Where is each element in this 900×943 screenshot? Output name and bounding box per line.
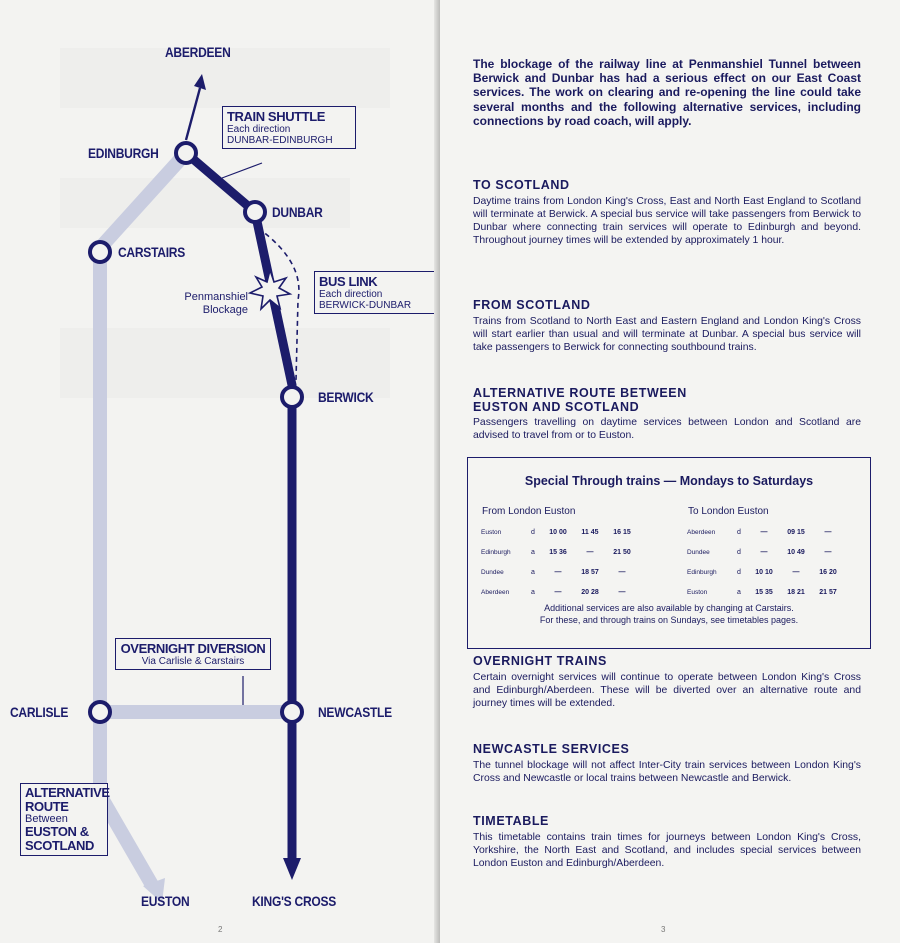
- label-newcastle: NEWCASTLE: [318, 704, 392, 720]
- newcastle-heading: NEWCASTLE SERVICES: [473, 742, 630, 756]
- bus-link-line2: BERWICK-DUNBAR: [319, 300, 412, 311]
- table-row: [478, 542, 638, 562]
- train-shuttle-title: TRAIN SHUTTLE: [227, 109, 326, 124]
- from-euston-table: [478, 522, 638, 602]
- intro-paragraph: The blockage of the railway line at Penmanshiel Tunnel between Berwick and Dunbar has had a serious effect on our East Coast services. The work on clearing and re-opening the line could take several months and the following alternative services, including connections by road coach, will apply.: [473, 57, 861, 128]
- label-carlisle: CARLISLE: [10, 704, 69, 720]
- intro-block: [473, 57, 861, 128]
- table-row: [684, 522, 844, 542]
- special-trains-box: [467, 457, 871, 649]
- overnight-section: [473, 654, 861, 710]
- alt-route-body: Passengers travelling on daytime services between London and Scotland are advised to travel from or to Euston.: [473, 417, 861, 441]
- table-row: [684, 582, 844, 602]
- station-carlisle: [90, 702, 110, 722]
- train-shuttle-line2: DUNBAR-EDINBURGH: [227, 135, 333, 146]
- alt-route-section: [473, 386, 861, 442]
- timetable-section: [473, 814, 861, 870]
- label-edinburgh: EDINBURGH: [88, 145, 159, 161]
- to-euston-table: [684, 522, 844, 602]
- time-cell: —: [586, 548, 594, 556]
- time-cell: 10 49: [787, 548, 805, 556]
- alt-route-heading-2: EUSTON AND SCOTLAND: [473, 400, 640, 414]
- special-trains-title: Special Through trains — Mondays to Saturdays: [524, 474, 814, 488]
- time-cell: —: [760, 528, 768, 536]
- arr-dep-cell: a: [531, 548, 535, 556]
- time-cell: 10 10: [755, 568, 773, 576]
- station-cell: Dundee: [481, 568, 504, 576]
- station-cell: Euston: [481, 528, 502, 536]
- arr-dep-cell: a: [531, 568, 535, 576]
- to-euston-heading: To London Euston: [688, 506, 769, 517]
- alternative-route-box: [20, 783, 108, 856]
- penmanshiel-line2: Blockage: [202, 304, 248, 316]
- label-aberdeen: ABERDEEN: [165, 44, 231, 60]
- newcastle-body: The tunnel blockage will not affect Inter-City train services between London King's Cross and Newcastle or local trains between Newcastle and Berwick.: [473, 760, 861, 784]
- arr-dep-cell: a: [531, 588, 535, 596]
- time-cell: 18 57: [581, 568, 599, 576]
- alternative-line3: Between: [25, 813, 68, 825]
- time-cell: 21 50: [613, 548, 631, 556]
- label-berwick: BERWICK: [318, 389, 374, 405]
- station-cell: Aberdeen: [481, 588, 510, 596]
- station-carstairs: [90, 242, 110, 262]
- table-row: [684, 562, 844, 582]
- timetable-heading: TIMETABLE: [473, 814, 549, 828]
- table-row: [684, 542, 844, 562]
- table-row: [478, 522, 638, 542]
- aberdeen-line: [186, 88, 200, 140]
- arr-dep-cell: a: [737, 588, 741, 596]
- overnight-diversion-line1: Via Carlisle & Carstairs: [141, 656, 245, 667]
- timetable-body: This timetable contains train times for journeys between London King's Cross, Yorkshire, the North East and Scotland, and includes special services between London Euston and Edinburgh/Aberdeen.: [473, 832, 861, 869]
- time-cell: 15 36: [549, 548, 567, 556]
- station-dunbar: [245, 202, 265, 222]
- alternative-line2: ROUTE: [25, 799, 69, 814]
- station-cell: Euston: [687, 588, 708, 596]
- time-cell: 11 45: [581, 528, 599, 536]
- newcastle-section: [473, 742, 861, 785]
- to-scotland-heading: TO SCOTLAND: [473, 178, 570, 192]
- left-page: [0, 0, 440, 943]
- bus-link-line1: Each direction: [319, 289, 383, 300]
- time-cell: 18 21: [787, 588, 805, 596]
- penmanshiel-line1: Penmanshiel: [184, 291, 248, 303]
- time-cell: —: [824, 548, 832, 556]
- station-cell: Aberdeen: [687, 528, 716, 536]
- arr-dep-cell: d: [737, 548, 741, 556]
- alt-route-heading-1: ALTERNATIVE ROUTE BETWEEN: [473, 386, 687, 400]
- right-page: [440, 0, 900, 943]
- arr-dep-cell: d: [531, 528, 535, 536]
- from-euston-heading: From London Euston: [482, 506, 576, 517]
- aberdeen-arrowhead: [194, 74, 206, 90]
- time-cell: 10 00: [549, 528, 567, 536]
- alternative-line1: ALTERNATIVE: [25, 785, 110, 800]
- overnight-body: Certain overnight services will continue to operate between London King's Cross and Edinburgh/Aberdeen. These will be diverted over an alternative route and journey times will be extended.: [473, 672, 861, 709]
- station-cell: Edinburgh: [687, 568, 717, 576]
- bus-link-box: [314, 271, 438, 314]
- station-berwick: [282, 387, 302, 407]
- alternative-line4: EUSTON &: [25, 824, 89, 839]
- time-cell: —: [618, 588, 626, 596]
- time-cell: —: [824, 528, 832, 536]
- time-cell: —: [618, 568, 626, 576]
- time-cell: 09 15: [787, 528, 805, 536]
- special-trains-note: [468, 602, 870, 626]
- label-penmanshiel: [178, 291, 248, 317]
- label-carstairs: CARSTAIRS: [118, 244, 186, 260]
- overnight-diversion-box: [115, 638, 271, 670]
- to-scotland-section: [473, 178, 861, 247]
- time-cell: —: [760, 548, 768, 556]
- note-line-2: For these, and through trains on Sundays, see timetables pages.: [539, 615, 799, 625]
- page-number-right: 3: [661, 925, 666, 934]
- shuttle-leader: [222, 163, 262, 178]
- label-euston: EUSTON: [141, 893, 190, 909]
- station-cell: Edinburgh: [481, 548, 511, 556]
- time-cell: —: [554, 568, 562, 576]
- overnight-diversion-title: OVERNIGHT DIVERSION: [120, 641, 266, 656]
- time-cell: 20 28: [581, 588, 599, 596]
- from-scotland-body: Trains from Scotland to North East and Eastern England and London King's Cross will start earlier than usual and will terminate at Dunbar. A special bus service will take passengers to Berwick for connecting southbound trains.: [473, 316, 861, 353]
- arr-dep-cell: d: [737, 528, 741, 536]
- kings-cross-arrowhead: [283, 858, 301, 880]
- to-scotland-body: Daytime trains from London King's Cross, East and North East England to Scotland will terminate at Berwick. A special bus service will take passengers from Berwick to Dunbar where connecting train services will operate to Edinburgh and beyond. Throughout journey times will be extended by approximately 1 hour.: [473, 196, 861, 246]
- time-cell: —: [554, 588, 562, 596]
- station-newcastle: [282, 702, 302, 722]
- from-scotland-heading: FROM SCOTLAND: [473, 298, 591, 312]
- alternative-line5: SCOTLAND: [25, 838, 95, 853]
- note-line-1: Additional services are also available by changing at Carstairs.: [544, 603, 794, 613]
- time-cell: 16 20: [819, 568, 837, 576]
- main-line: [186, 153, 292, 860]
- table-row: [478, 582, 638, 602]
- label-dunbar: DUNBAR: [272, 204, 323, 220]
- page-number-left: 2: [218, 925, 223, 934]
- from-scotland-section: [473, 298, 861, 354]
- time-cell: —: [792, 568, 800, 576]
- station-edinburgh: [176, 143, 196, 163]
- time-cell: 15 35: [755, 588, 773, 596]
- train-shuttle-line1: Each direction: [227, 124, 291, 135]
- table-row: [478, 562, 638, 582]
- label-kings-cross: KING'S CROSS: [252, 893, 337, 909]
- bus-link-title: BUS LINK: [319, 274, 378, 289]
- train-shuttle-box: [222, 106, 356, 149]
- time-cell: 16 15: [613, 528, 631, 536]
- time-cell: 21 57: [819, 588, 837, 596]
- station-cell: Dundee: [687, 548, 710, 556]
- overnight-heading: OVERNIGHT TRAINS: [473, 654, 607, 668]
- arr-dep-cell: d: [737, 568, 741, 576]
